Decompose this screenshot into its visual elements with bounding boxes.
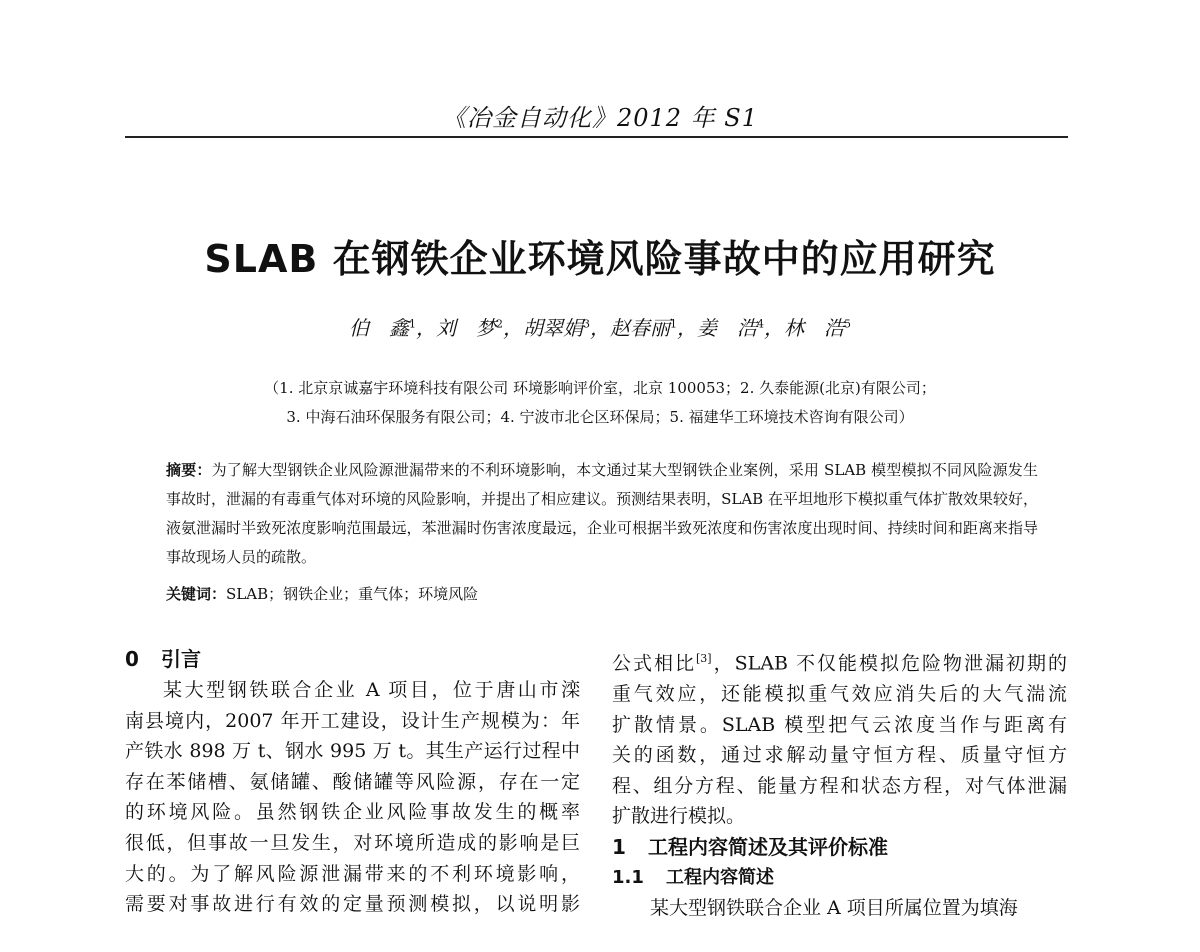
author-affiliation-mark: 1 bbox=[409, 317, 416, 331]
header-rule bbox=[125, 136, 1068, 138]
affiliation-line: （1. 北京京诚嘉宇环境科技有限公司 环境影响评价室，北京 100053；2. 久泰能源(北京)有限公司； bbox=[264, 379, 936, 397]
author-affiliation-mark: 5 bbox=[844, 317, 851, 331]
body-line bbox=[612, 644, 1067, 679]
body-line: 某大型钢铁联合企业 A 项目，位于唐山市滦 bbox=[163, 679, 580, 701]
author-affiliation-mark: 4 bbox=[757, 317, 764, 331]
body-line: 扩散情景。SLAB 模型把气云浓度当作与距离有 bbox=[612, 713, 1067, 736]
section-number: 1 bbox=[612, 834, 626, 859]
article-title: SLAB 在钢铁企业环境风险事故中的应用研究 bbox=[204, 237, 996, 281]
body-text: ，SLAB 不仅能模拟危险物泄漏初期的 bbox=[711, 652, 1067, 675]
affiliations bbox=[0, 374, 1200, 432]
subsection-title: 工程内容简述 bbox=[666, 866, 774, 888]
body-line: 需要对事故进行有效的定量预测模拟，以说明影 bbox=[125, 893, 580, 916]
section-title: 工程内容简述及其评价标准 bbox=[648, 834, 888, 859]
author-affiliation-mark: 3 bbox=[583, 317, 590, 331]
body-line: 程、组分方程、能量方程和状态方程，对气体泄漏 bbox=[612, 774, 1067, 797]
author-name: 姜 浩 bbox=[697, 316, 757, 340]
section-heading-introduction bbox=[125, 644, 580, 675]
author-name: 赵春丽 bbox=[610, 316, 670, 340]
body-line: 扩散进行模拟。 bbox=[612, 805, 746, 828]
affiliation-line: 3. 中海石油环保服务有限公司；4. 宁波市北仑区环保局；5. 福建华工环境技术咨询有限公司） bbox=[286, 408, 914, 426]
citation-ref: [3] bbox=[696, 652, 712, 665]
body-line: 产铁水 898 万 t、钢水 995 万 t。其生产运行过程中 bbox=[125, 740, 580, 763]
keywords-label: 关键词： bbox=[166, 585, 227, 603]
author-affiliation-mark: 1 bbox=[670, 317, 677, 331]
author-name: 胡翠娟 bbox=[523, 316, 583, 340]
subsection-heading-1-1 bbox=[612, 863, 1067, 893]
body-line: 重气效应，还能模拟重气效应消失后的大气湍流 bbox=[612, 682, 1067, 705]
body-text: 公式相比 bbox=[612, 652, 697, 675]
body-line: 大的。为了解风险源泄漏带来的不利环境影响， bbox=[125, 862, 580, 885]
author-name: 刘 梦 bbox=[436, 316, 496, 340]
author-list: 伯 鑫$^1$，刘 梦$^2$，胡翠娟$^3$，赵春丽$^1$，姜 浩$^4$，林 浩$^5$ bbox=[349, 316, 851, 340]
body-line: 某大型钢铁联合企业 A 项目所属位置为填海 bbox=[650, 896, 1018, 919]
abstract-label: 摘要： bbox=[166, 461, 212, 479]
author-name: 伯 鑫 bbox=[349, 316, 409, 340]
abstract-text: 为了解大型钢铁企业风险源泄漏带来的不利环境影响，本文通过某大型钢铁企业案例，采用 SLAB 模型模拟不同风险源发生事故时，泄漏的有毒重气体对环境的风险影响，并提出了相应建议。预测结果表明，SLAB 在平坦地形下模拟重气体扩散效果较好，液氨泄漏时半致死浓度影响范围最远，苯泄漏时伤害浓度最远，企业可根据半致死浓度和伤害浓度出现时间、持续时间和距离来指导事故现场人员的疏散。 bbox=[166, 461, 1038, 566]
body-line: 南县境内，2007 年开工建设，设计生产规模为：年 bbox=[125, 709, 580, 732]
section-number: 0 bbox=[125, 647, 139, 671]
body-column-left bbox=[125, 644, 580, 920]
subsection-number: 1.1 bbox=[612, 866, 644, 888]
body-line: 存在苯储槽、氨储罐、酸储罐等风险源，存在一定 bbox=[125, 770, 580, 793]
keywords bbox=[166, 580, 1038, 609]
body-column-right bbox=[612, 644, 1067, 923]
abstract bbox=[166, 456, 1038, 572]
keywords-text: SLAB；钢铁企业；重气体；环境风险 bbox=[226, 585, 479, 603]
body-line: 的环境风险。虽然钢铁企业风险事故发生的概率 bbox=[125, 801, 580, 824]
author-name: 林 浩 bbox=[784, 316, 844, 340]
author-affiliation-mark: 2 bbox=[496, 317, 503, 331]
journal-header: 《冶金自动化》2012 年 S1 bbox=[441, 104, 759, 132]
section-title: 引言 bbox=[161, 647, 201, 671]
body-line: 关的函数，通过求解动量守恒方程、质量守恒方 bbox=[612, 744, 1067, 767]
section-heading-1 bbox=[612, 832, 1067, 863]
body-line: 很低，但事故一旦发生，对环境所造成的影响是巨 bbox=[125, 831, 580, 854]
